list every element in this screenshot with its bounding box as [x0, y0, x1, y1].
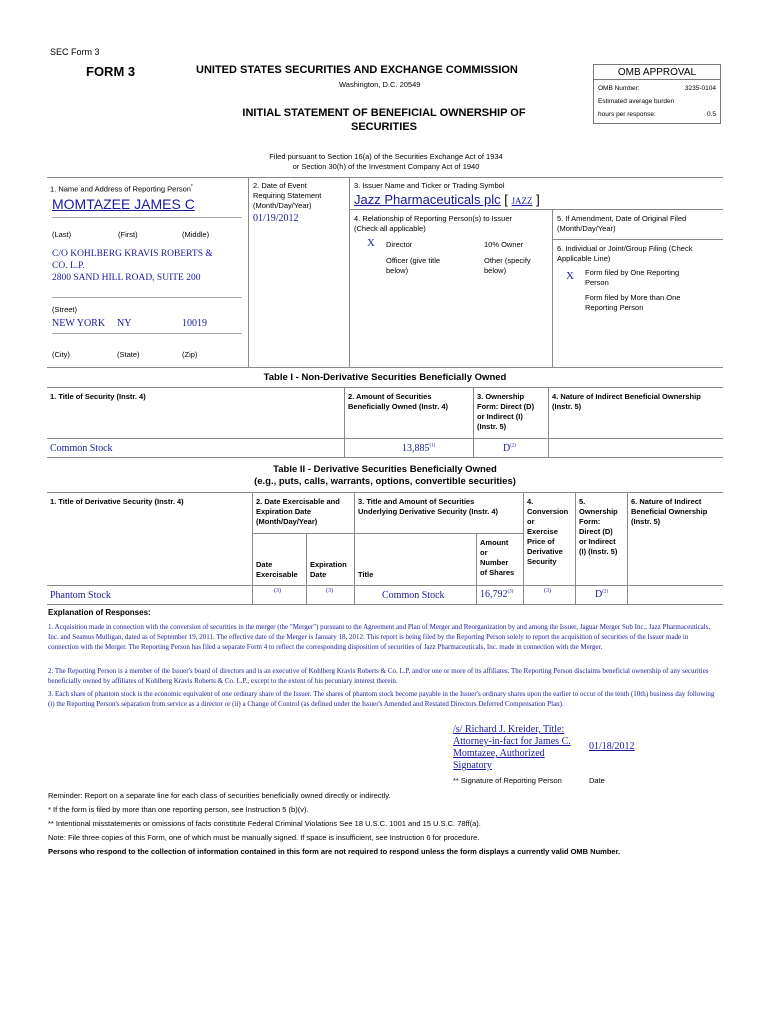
box1-label [50, 182, 193, 195]
t2-col2-line1: 2. Date Exercisable and [256, 497, 340, 506]
footnote-2: 2. The Reporting Person is a member of the Issuer's board of directors and is an executive of Kohlberg Kravis Roberts & Co. L.P. and/or one or more of its affiliates. The Reporting Person disclaims beneficial ownership of any securities beneficially owned by affiliates of Kohlberg Kravis Roberts & Co. L.P., except to the extent of his pecuniary interest therein. [48, 667, 709, 685]
t1-amount-value: 13,885 [402, 443, 430, 454]
t2-col5-line2: Ownership [579, 507, 618, 516]
state-label: (State) [117, 350, 140, 359]
director-checkmark[interactable]: X [367, 237, 375, 249]
signature-line3: Momtazee, Authorized [453, 748, 545, 759]
address-line2: CO. L.P. [52, 261, 85, 271]
event-date: 01/19/2012 [253, 213, 299, 224]
box6-label-line2: Applicable Line) [557, 254, 611, 263]
form-number: FORM 3 [86, 64, 136, 79]
t2-amount-line1: Amount [480, 538, 509, 547]
t1-amount-footnote: (1) [429, 443, 436, 449]
other-line2: below) [484, 266, 507, 275]
note-copies: Note: File three copies of this Form, one of which must be manually signed. If space is insufficient, see Instruction 6 for procedure. [48, 833, 480, 842]
table2-row-form [595, 589, 608, 600]
signature-line1: /s/ Richard J. Kreider, Title: [453, 724, 565, 735]
t1-col3-line1: 3. Ownership [477, 392, 525, 401]
last-label: (Last) [52, 230, 72, 239]
reporting-person-name[interactable]: MOMTAZEE JAMES C [52, 196, 195, 212]
omb-hours-label: hours per response: [598, 111, 656, 118]
omb-burden-label: Estimated average burden [598, 98, 675, 105]
sec-form-label: SEC Form 3 [50, 47, 100, 57]
box6-label [557, 244, 692, 264]
footnote-3: 3. Each share of phantom stock is the economic equivalent of one ordinary share of the Issuer. The shares of phantom stock become payable in the Issuer's ordinary shares upon the earlier to occur of the tenth (10th) business day following (i) the Reporting Person's separation from service as a director or (ii) a Change of Control (as defined under the Issuer's Amended and Restated Directors Deferred Compensation Plan). [48, 690, 715, 708]
t2-date-exercisable-header [256, 560, 298, 580]
t2-amount-line2: or [480, 548, 488, 557]
t1-form-value: D [503, 443, 511, 454]
t1-col2-line1: 2. Amount of Securities [348, 392, 432, 401]
t2-title-line2: (e.g., puts, calls, warrants, options, convertible securities) [254, 476, 516, 487]
t1-col3-line4: (Instr. 5) [477, 422, 507, 431]
ticker-link[interactable]: JAZZ [511, 196, 533, 206]
statement-title [214, 106, 554, 134]
table2-title [47, 464, 723, 488]
t2-col4-line6: Derivative [527, 547, 563, 556]
table2-col1-header: 1. Title of Derivative Security (Instr. 4) [50, 497, 184, 506]
box2-label [253, 181, 321, 211]
issuer-name-link[interactable]: Jazz Pharmaceuticals plc [354, 192, 501, 207]
director-label: Director [386, 240, 413, 249]
street-label: (Street) [52, 305, 78, 314]
box2-label-line3: (Month/Day/Year) [253, 201, 312, 210]
t2-form-value: D [595, 589, 603, 600]
one-reporting-person-label [585, 268, 679, 288]
officer-line1: Officer (give title [386, 256, 441, 265]
more-person-line1: Form filed by More than One [585, 293, 681, 302]
omb-approval-box [593, 64, 721, 124]
t1-col3-line3: or Indirect (I) [477, 412, 523, 421]
t2-date-label: Date [256, 560, 273, 569]
date-label: Date [589, 776, 605, 785]
statement-title-line2: SECURITIES [350, 121, 417, 133]
t2-col4-line7: Security [527, 557, 557, 566]
t2-amount-subheader [480, 538, 514, 578]
one-reporting-person-checkmark[interactable]: X [566, 270, 574, 282]
table2-col3-header [358, 497, 498, 517]
omb-title: OMB APPROVAL [594, 65, 720, 80]
box6-label-line1: 6. Individual or Joint/Group Filing (Check [557, 244, 693, 253]
table2-col5-header [579, 497, 618, 557]
one-person-line1: Form filed by One Reporting [585, 268, 680, 277]
t1-form-footnote: (2) [510, 443, 517, 449]
t2-col4-line3: or [527, 517, 535, 526]
t2-col3-line2: Underlying Derivative Security (Instr. 4) [358, 507, 499, 516]
address-line1: C/O KOHLBERG KRAVIS ROBERTS & [52, 249, 213, 259]
agency-title: UNITED STATES SECURITIES AND EXCHANGE COMMISSION [196, 64, 518, 76]
other-line1: Other (specify [484, 256, 531, 265]
t1-col3-line2: Form: Direct (D) [477, 402, 535, 411]
city-label: (City) [52, 350, 70, 359]
table2-row-expiration: (3) [326, 588, 333, 594]
statement-title-line1: INITIAL STATEMENT OF BENEFICIAL OWNERSHIP OF [242, 107, 526, 119]
signature-line2: Attorney-in-fact for James C. [453, 736, 571, 747]
t2-title-line1: Table II - Derivative Securities Beneficially Owned [273, 464, 497, 475]
filed-line1: Filed pursuant to Section 16(a) of the Securities Exchange Act of 1934 [269, 152, 503, 161]
table1-col1-header: 1. Title of Security (Instr. 4) [50, 392, 146, 401]
table2-row-exercisable: (3) [274, 588, 281, 594]
t2-amount-line4: of Shares [480, 568, 515, 577]
table1-row-form [503, 443, 516, 454]
box2-label-line2: Requiring Statement [253, 191, 322, 200]
t2-col6-line3: (Instr. 5) [631, 517, 661, 526]
more-than-one-label [585, 293, 680, 313]
box2-label-line1: 2. Date of Event [253, 181, 307, 190]
zip-value: 10019 [182, 318, 207, 329]
note-misstatements: ** Intentional misstatements or omissions of facts constitute Federal Criminal Violations See 18 U.S.C. 1001 and 15 U.S.C. 78ff(a). [48, 819, 481, 828]
t2-col4-line5: Price of [527, 537, 555, 546]
bracket-close: ] [536, 192, 540, 207]
table1-row-security: Common Stock [50, 443, 113, 454]
table2-col2-header [256, 497, 340, 527]
t2-title-subheader: Title [358, 570, 374, 579]
t2-col5-line6: (I) (Instr. 5) [579, 547, 618, 556]
t2-amount-value: 16,792 [480, 589, 508, 600]
t2-col6-line1: 6. Nature of Indirect [631, 497, 702, 506]
address-line3: 2800 SAND HILL ROAD, SUITE 200 [52, 273, 201, 283]
middle-label: (Middle) [182, 230, 210, 239]
t2-col5-line3: Form: [579, 517, 601, 526]
box3-label: 3. Issuer Name and Ticker or Trading Symbol [354, 181, 505, 190]
t2-col4-line2: Conversion [527, 507, 569, 516]
box5-label-line2: (Month/Day/Year) [557, 224, 616, 233]
t2-expiration-line1: Expiration [310, 560, 347, 569]
box4-label-line1: 4. Relationship of Reporting Person(s) to Issuer [354, 214, 512, 223]
t2-col5-line1: 5. [579, 497, 586, 506]
address-block [52, 248, 213, 284]
agency-location: Washington, D.C. 20549 [339, 80, 421, 89]
table2-row-price: (3) [544, 588, 551, 594]
signature-label: ** Signature of Reporting Person [453, 776, 562, 785]
t2-amount-line3: Number [480, 558, 509, 567]
table1-col4-header [552, 392, 701, 412]
table2-row-security: Phantom Stock [50, 590, 111, 601]
box1-asterisk: * [190, 184, 193, 190]
box5-label [557, 214, 686, 234]
t2-expiration-line2: Date [310, 570, 327, 579]
t2-col5-line4: Direct (D) [579, 527, 613, 536]
table1-title: Table I - Non-Derivative Securities Beneficially Owned [263, 372, 507, 383]
t2-col3-line1: 3. Title and Amount of Securities [358, 497, 475, 506]
t2-col6-line2: Beneficial Ownership [631, 507, 708, 516]
box1-label-text: 1. Name and Address of Reporting Person [50, 184, 191, 194]
explanation-heading: Explanation of Responses: [48, 608, 151, 617]
t1-col4-line1: 4. Nature of Indirect Beneficial Ownership [552, 392, 701, 401]
note-multiple-persons: * If the form is filed by more than one reporting person, see Instruction 5 (b)(v). [48, 805, 309, 814]
note-omb-number: Persons who respond to the collection of information contained in this form are not required to respond unless the form displays a currently valid OMB Number. [48, 847, 621, 856]
filed-line2: or Section 30(h) of the Investment Company Act of 1940 [292, 162, 480, 171]
t2-col2-line3: (Month/Day/Year) [256, 517, 318, 526]
omb-number-label: OMB Number: [598, 85, 640, 92]
zip-label: (Zip) [182, 350, 198, 359]
box4-label-line2: (Check all applicable) [354, 224, 426, 233]
signature-date: 01/18/2012 [589, 741, 635, 752]
t2-col4-line4: Exercise [527, 527, 558, 536]
t2-col2-line2: Expiration Date [256, 507, 312, 516]
signature-block [453, 724, 571, 772]
omb-hours-value: 0.5 [706, 111, 716, 118]
table1-row-amount [402, 443, 435, 454]
filed-pursuant [200, 152, 572, 172]
issuer-ticker [354, 192, 540, 207]
officer-label [386, 256, 440, 276]
one-person-line2: Person [585, 278, 609, 287]
t2-expiration-header [310, 560, 347, 580]
ten-percent-owner-label: 10% Owner [484, 240, 524, 249]
table2-row-amount [480, 589, 513, 600]
more-person-line2: Reporting Person [585, 303, 644, 312]
reminder-text: Reminder: Report on a separate line for each class of securities beneficially owned directly or indirectly. [48, 791, 391, 800]
footnote-1: 1. Acquisition made in connection with the conversion of securities in the merger (the "Merger") pursuant to the Agreement and Plan of Merger and Reorganization by and among the Issuer, Jaguar Merger Sub Inc., Jazz Pharmaceuticals, Inc. and Seamus Mulligan, dated as of September 19, 2011. The effective date of the Merger is January 18, 2012. This report is being filed by the Reporting Person solely to report the acquisition of securities of the Issuer made in connection with the Merger. The Reporting Person has filed a separate Form 4 to reflect the corresponding disposition of securities of Jazz Pharmaceuticals, Inc. made in connection with the Merger. [48, 623, 711, 651]
table2-col6-header [631, 497, 707, 527]
city-value: NEW YORK [52, 318, 106, 329]
table2-row-title: Common Stock [382, 590, 445, 601]
other-label [484, 256, 531, 276]
table1-col2-header [348, 392, 448, 412]
omb-number-value: 3235-0104 [684, 85, 716, 92]
t1-col4-line2: (Instr. 5) [552, 402, 582, 411]
first-label: (First) [118, 230, 138, 239]
t2-col5-line5: or Indirect [579, 537, 616, 546]
bracket-open: [ [504, 192, 508, 207]
t2-form-footnote: (2) [602, 589, 609, 595]
t2-amount-footnote: (3) [507, 589, 514, 595]
t2-exercisable-label: Exercisable [256, 570, 298, 579]
box5-label-line1: 5. If Amendment, Date of Original Filed [557, 214, 687, 223]
state-value: NY [117, 318, 132, 329]
signature-line4: Signatory [453, 760, 492, 771]
t1-col2-line2: Beneficially Owned (Instr. 4) [348, 402, 449, 411]
box4-label [354, 214, 512, 234]
t2-col4-line1: 4. [527, 497, 534, 506]
officer-line2: below) [386, 266, 409, 275]
table2-col4-header [527, 497, 568, 567]
table1-col3-header [477, 392, 534, 432]
